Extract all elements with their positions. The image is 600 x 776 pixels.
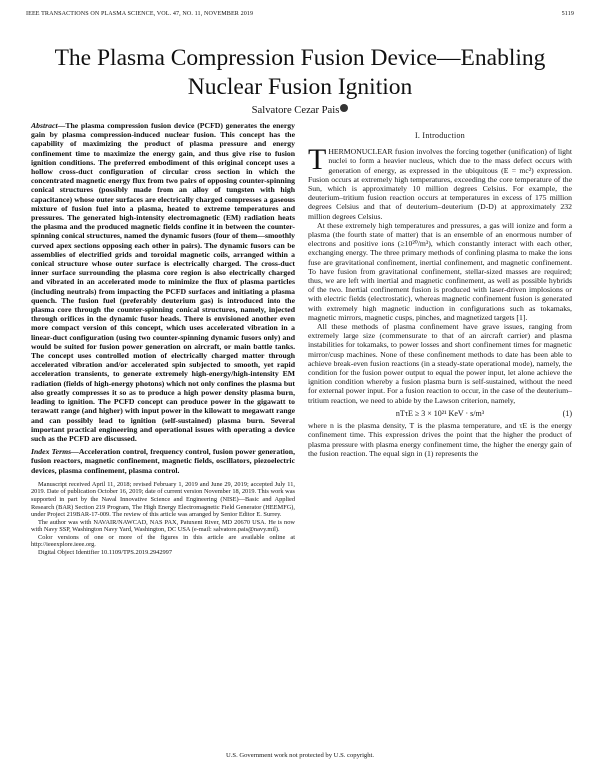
intro-paragraph-1 — [308, 143, 572, 221]
journal-header: IEEE TRANSACTIONS ON PLASMA SCIENCE, VOL. 47, NO. 11, NOVEMBER 2019 — [26, 11, 254, 17]
index-terms — [31, 447, 295, 475]
equation-text: nTτE ≥ 3 × 10²¹ KeV · s/m³ — [395, 408, 485, 418]
abstract-label: Abstract— — [31, 121, 66, 130]
intro-paragraph-2: At these extremely high temperatures and pressures, a gas will ionize and form a plasma (the fourth state of matter) that is an ensemble of an enormous number of electrons and positive ions (≥10²⁰/m³), which constantly interact with each other, exchanging energy. The three primary methods of confining plasma to make the ions fuse are gravitational confinement, inertial confinement, and magnetic confinement. To have fusion from gravitational confinement, stellar-sized masses are required; thus, we are left with inertial and magnetic confinement, as well as possible hybrids of the two. Inertial confinement fusion is produced with laser-driven implosions or with electric fields (electrostatic), whereas magnetic confinement fusion is generated with extremely high magnetic induction in configurations such as tokamaks, magnetic mirrors, magnetic cusps, pinches, and magnetized targets [1]. — [308, 220, 572, 322]
paper-title: The Plasma Compression Fusion Device—Enabling Nuclear Fusion Ignition — [54, 45, 546, 100]
intro-paragraph-3: All these methods of plasma confinement have grave issues, ranging from extremely large size (commensurate to that of an aircraft carrier) and plasma instabilities for tokamaks, to power losses and short confinement times for magnetic mirror/cusp machines. None of these confinement methods to date has been able to achieve break-even fusion reactions (in a steady-state operational mode), namely, the condition for the fusion power output to equal the power input, let alone achieve the ignition condition whereby a fusion plasma burn is self-sustained, without the need for external power input. For a fusion reaction to occur, in the case of the deuterium–tritium reaction, we need to abide by the Lawson criterion, namely, — [308, 322, 572, 405]
footnote-color: Color versions of one or more of the figures in this article are available online at http://ieeexplore.ieee.org. — [31, 533, 295, 549]
first-word: HERMONUCLEAR — [328, 147, 393, 157]
right-column — [308, 121, 572, 458]
equation-number: (1) — [562, 408, 572, 418]
lawson-equation — [308, 409, 572, 418]
footnotes — [31, 481, 295, 557]
index-terms-label: Index Terms— — [31, 447, 79, 457]
footnote-author: The author was with NAVAIR/NAWCAD, NAS PAX, Patuxent River, MD 20670 USA. He is now with Navy SSP, Washington Navy Yard, Washington, DC USA (e-mail: salvatore.pais@navy.mil). — [31, 518, 295, 534]
author-line — [0, 104, 600, 116]
footnote-doi: Digital Object Identifier 10.1109/TPS.2019.2942997 — [38, 549, 173, 557]
abstract-text: The plasma compression fusion device (PCFD) generates the energy gain by plasma compression-induced nuclear fusion. This concept has the capability of maximizing the product of plasma pressure and energy confinement time to maximize the energy gain, and thus give rise to fusion ignition conditions. The preferred embodiment of this original concept uses a hollow cross-duct configuration of circular cross section in which the concentrated magnetic energy flux from two pairs of opposing counter-spinning conical structures (possibly made from an alloy of tungsten with high capacitance) whose outer surfaces are electrically charged compresses a gaseous mixture of fusion fuel into a plasma, heated to extreme temperatures and pressures. The generated high-intensity electromagnetic (EM) radiation heats the plasma and the produced magnetic fields confine it in between the counter-spinning conical structures, named the dynamic fusors (four of them—smoothly curved apex sections opposing each other in pairs). The dynamic fusors can be assemblies of electrified grids and toroidal magnetic coils, arranged within a conical structure whose outer surface is electrically charged. The cross-duct inner surface surrounding the plasma core region is also electrically charged and vibrated in an accelerated mode to minimize the flux of plasma particles (including neutrals) from impacting the PCFD surfaces and initiating a plasma quench. The fusion fuel (preferably deuterium gas) is introduced into the plasma core through the counter-spinning conical structures, namely, injected through orifices in the dynamic fusor heads. There is envisioned another even more compact version of this concept, which uses accelerated vibration in a linear-duct configuration (using two counter-spinning dynamic fusors only) and would be suited for fusion power generation on aircraft, or main battle tanks. The concept uses controlled motion of electrically charged matter through accelerated vibration and/or accelerated spin subjected to smooth, yet rapid acceleration transients, to generate extremely high-energy/high-intensity EM radiation (fields of high-energy photons) which not only confines the plasma but also greatly compresses it so as to produce a high power density plasma burn, leading to ignition. The PCFD concept can produce power in the gigawatt to terawatt range (and higher) with input power in the kilowatt to megawatt range and can possibly lead to ignition (self-sustained) plasma burn. Several important practical engineering and operational issues with operating a device such as the PCFD are discussed. — [31, 121, 295, 443]
orcid-icon[interactable] — [340, 104, 348, 112]
index-terms-text: Acceleration control, frequency control, fusion power generation, fusion reactors, magnetic confinement, magnetic fields, oscillators, piezoelectric devices, plasma confinement, plasma control. — [31, 447, 295, 475]
section-heading: I. Introduction — [414, 131, 466, 140]
left-column — [31, 121, 295, 557]
intro-paragraph-4: where n is the plasma density, T is the plasma temperature, and τE is the energy confinement time. This expression drives the point that the higher the product of plasma pressure with plasma energy confinement time, the higher the energy gain of the fusion reaction. The equal sign in (1) represents the — [308, 421, 572, 458]
author-name: Salvatore Cezar Pais — [251, 105, 340, 116]
intro-p1-text: fusion involves the forcing together (unification) of light nuclei to form a heavier nucleus, which due to the mass defect occurs with generation of energy, as expressed in the ubiquitous (E = mc²) expression. Fusion occurs at extremely high temperatures, exceeding the core temperature of the Sun, which is approximately 10 million degrees Celsius. For example, the deuterium–tritium fusion reaction occurs at temperatures in excess of 175 million degrees Celsius and that of deuterium–deuterium (D-D) at approximately 232 million degrees Celsius. — [308, 147, 572, 221]
abstract — [31, 121, 295, 443]
footnote-manuscript: Manuscript received April 11, 2018; revised February 1, 2019 and June 29, 2019; accepted July 11, 2019. Date of publication October 16, 2019; date of current version November 18, 2019. This work was supported in part by the Naval Innovative Science and Engineering (NISE)—Basic and Applied Research (BAR) Section 219 Program, The High Energy Electromagnetic Field Generator (HEEMFG), under Project 219BAR-17-009. The review of this article was arranged by Senior Editor E. Surrey. — [31, 480, 295, 519]
copyright-footer: U.S. Government work not protected by U.S. copyright. — [226, 752, 374, 759]
page-number: 5119 — [561, 11, 574, 17]
drop-cap: T — [308, 143, 327, 177]
